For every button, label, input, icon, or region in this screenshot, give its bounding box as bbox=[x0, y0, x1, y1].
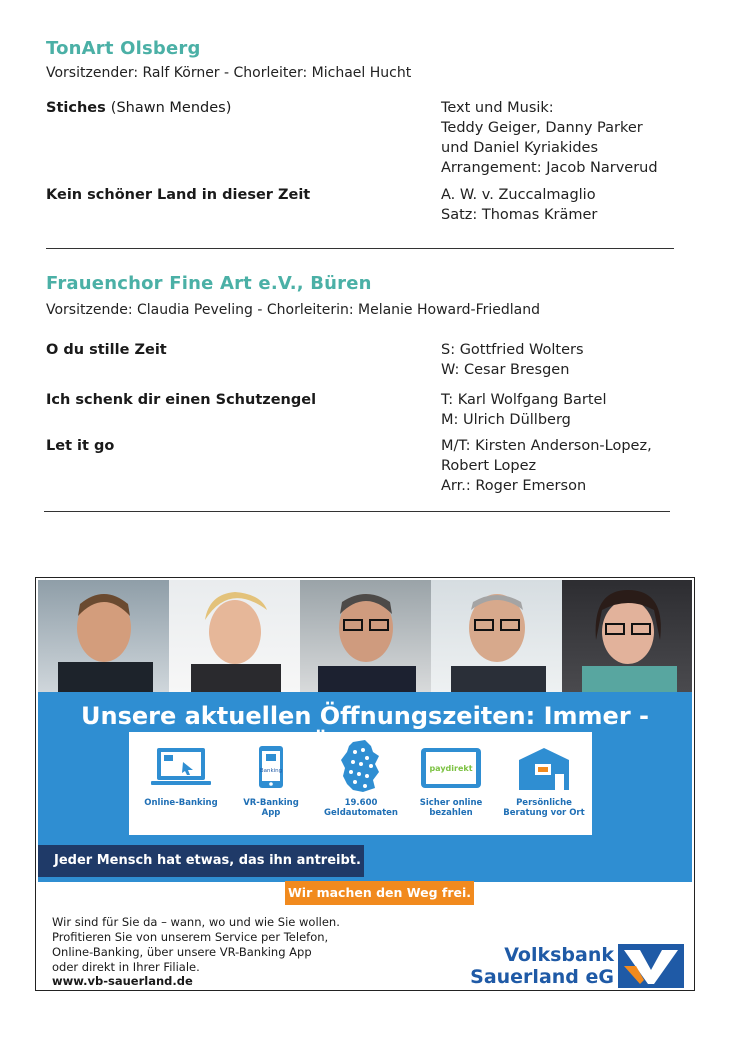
ad-body-line: Profitieren Sie von unserem Service per Telefon, bbox=[52, 930, 329, 944]
smartphone-icon bbox=[233, 744, 309, 794]
credit-line: T: Karl Wolfgang Bartel bbox=[441, 392, 607, 408]
credit-line: W: Cesar Bresgen bbox=[441, 362, 570, 378]
service-sicher-online-bezahlen bbox=[413, 744, 489, 818]
service-label: 19.600 bbox=[344, 798, 378, 808]
credit-line: Satz: Thomas Krämer bbox=[441, 207, 598, 223]
brand-line: Volksbank bbox=[504, 944, 614, 966]
tagline-banner: Wir machen den Weg frei. bbox=[285, 881, 474, 905]
bank-brand-name bbox=[416, 944, 614, 988]
service-label-2: bezahlen bbox=[429, 808, 473, 818]
service-label: Sicher online bbox=[419, 798, 483, 808]
ad-slogan: Jeder Mensch hat etwas, das ihn antreibt. bbox=[38, 845, 364, 877]
section-divider bbox=[46, 248, 674, 249]
song-title: Let it go bbox=[46, 438, 115, 454]
staff-photo bbox=[431, 580, 562, 692]
tablet-icon bbox=[413, 744, 489, 794]
service-label: VR-Banking App bbox=[243, 798, 299, 818]
bank-advertisement bbox=[35, 577, 695, 991]
blue-banner bbox=[38, 692, 692, 882]
service-online-banking bbox=[143, 744, 219, 808]
song-credits bbox=[441, 185, 597, 225]
service-label: Online-Banking bbox=[144, 798, 218, 808]
ad-body-line: oder direkt in Ihrer Filiale. bbox=[52, 960, 200, 974]
staff-photo-strip bbox=[38, 580, 692, 692]
service-vr-banking-app bbox=[233, 744, 309, 818]
choir-title: Frauenchor Fine Art e.V., Büren bbox=[46, 273, 372, 294]
ad-headline: Unsere aktuellen Öffnungszeiten: Immer - bbox=[81, 702, 649, 730]
song-title: O du stille Zeit bbox=[46, 342, 167, 358]
song-credits bbox=[441, 98, 658, 178]
credit-line: Arr.: Roger Emerson bbox=[441, 478, 587, 494]
ad-website-link[interactable]: www.vb-sauerland.de bbox=[52, 974, 193, 988]
credit-line: A. W. v. Zuccalmaglio bbox=[441, 187, 596, 203]
section-divider bbox=[44, 511, 670, 512]
choir-meta: Vorsitzende: Claudia Peveling - Chorleiterin: Melanie Howard-Friedland bbox=[46, 302, 540, 318]
staff-photo bbox=[562, 580, 692, 692]
song-credits bbox=[441, 390, 607, 430]
song-title: Ich schenk dir einen Schutzengel bbox=[46, 392, 317, 408]
germany-map-icon bbox=[323, 738, 399, 794]
song-title-text: Stiches bbox=[46, 100, 106, 116]
credit-line: und Daniel Kyriakides bbox=[441, 140, 599, 156]
service-label-2: Geldautomaten bbox=[324, 808, 398, 818]
service-label: Persönliche bbox=[516, 798, 572, 808]
laptop-icon bbox=[143, 744, 219, 794]
song-title bbox=[46, 100, 231, 116]
ad-body-line: Online-Banking, über unsere VR-Banking App bbox=[52, 945, 312, 959]
volksbank-logo-icon bbox=[618, 944, 684, 988]
smartphone-screen-text: Banking bbox=[259, 768, 283, 774]
song-credits bbox=[441, 340, 584, 380]
credit-line: S: Gottfried Wolters bbox=[441, 342, 584, 358]
credit-line: Text und Musik: bbox=[441, 100, 554, 116]
choir-meta: Vorsitzender: Ralf Körner - Chorleiter: Michael Hucht bbox=[46, 65, 412, 81]
service-geldautomaten bbox=[323, 738, 399, 818]
song-artist: (Shawn Mendes) bbox=[110, 100, 232, 116]
credit-line: M: Ulrich Düllberg bbox=[441, 412, 571, 428]
staff-photo bbox=[38, 580, 169, 692]
ad-body-line: Wir sind für Sie da – wann, wo und wie Sie wollen. bbox=[52, 915, 340, 929]
song-title: Kein schöner Land in dieser Zeit bbox=[46, 187, 311, 203]
credit-line: Teddy Geiger, Danny Parker bbox=[441, 120, 643, 136]
tablet-screen-text: paydirekt bbox=[429, 764, 473, 773]
staff-photo bbox=[300, 580, 431, 692]
service-icons-panel bbox=[129, 732, 592, 835]
brand-line: Sauerland eG bbox=[470, 966, 614, 988]
choir-title: TonArt Olsberg bbox=[46, 38, 201, 59]
service-label-2: Beratung vor Ort bbox=[503, 808, 585, 818]
song-credits bbox=[441, 436, 652, 496]
staff-photo bbox=[169, 580, 300, 692]
credit-line: Arrangement: Jacob Narverud bbox=[441, 160, 658, 176]
ad-body-text bbox=[52, 915, 432, 975]
service-persoenliche-beratung bbox=[503, 744, 585, 818]
branch-building-icon bbox=[503, 744, 585, 794]
credit-line: Robert Lopez bbox=[441, 458, 537, 474]
credit-line: M/T: Kirsten Anderson-Lopez, bbox=[441, 438, 652, 454]
